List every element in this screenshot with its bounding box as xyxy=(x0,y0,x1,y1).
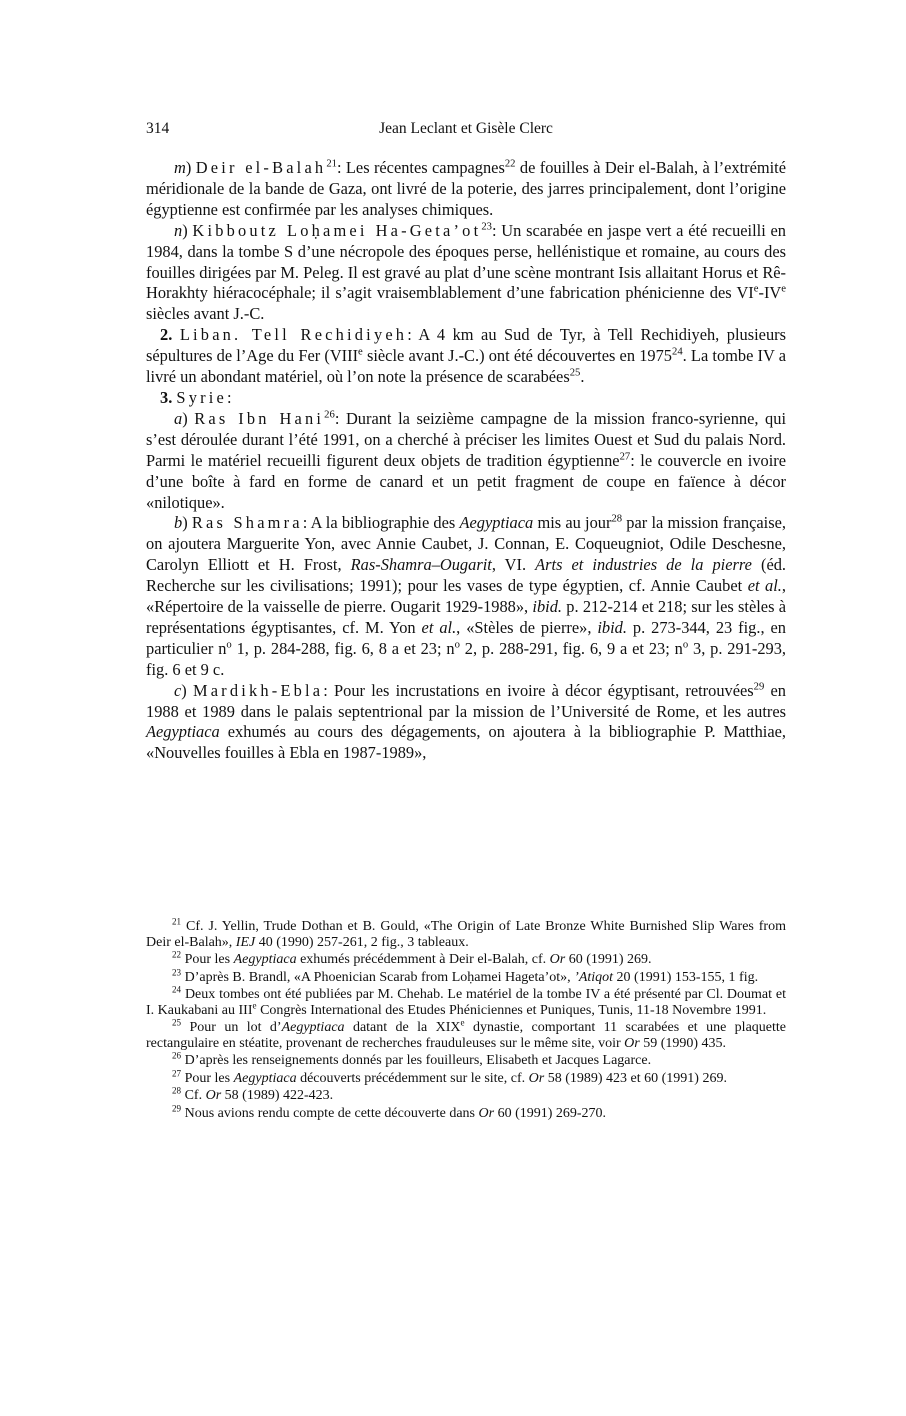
footnote-number: 27 xyxy=(172,1067,182,1078)
footnote-25 xyxy=(146,1017,786,1051)
footnote-number: 29 xyxy=(172,1102,182,1113)
footnote-text: Nous avions rendu compte de cette découverte dans Or 60 (1991) 269-270. xyxy=(181,1105,607,1121)
footnote-23 xyxy=(146,966,786,986)
footnote-27 xyxy=(146,1067,786,1087)
para-2-liban: 2. Liban. Tell Rechidiyeh: A 4 km au Sud de Tyr, à Tell Rechidiyeh, plusieurs sépultures de l’Age du Fer (VIIIe siècle avant J.-C.) ont été découvertes en 1975$^{24}$. La tombe IV a livré un abondant matériel, où l’on note la présence de scarabées$^{25}$. xyxy=(146,325,786,387)
page-header xyxy=(146,120,786,142)
footnote-number: 26 xyxy=(172,1050,182,1061)
footnote-21 xyxy=(146,916,786,950)
para-a-ras-ibn-hani: a) Ras Ibn Hani$^{26}$: Durant la seizième campagne de la mission franco-syrienne, qui s’est déroulée durant l’été 1991, on a cherché à préciser les limites Ouest et Sud du palais Nord. Parmi le matériel recueilli figurent deux objets de tradition égyptienne$^{27}$: le couvercle en ivoire d’une boîte à fard en forme de canard et un petit fragment de coupe en faïence à décor «nilotique». xyxy=(146,408,786,512)
footnote-24 xyxy=(146,984,786,1018)
footnote-text: Pour les Aegyptiaca exhumés précédemment à Deir el-Balah, cf. Or 60 (1991) 269. xyxy=(181,952,652,967)
main-text xyxy=(146,158,786,764)
footnote-text: Cf. Or 58 (1989) 422-423. xyxy=(181,1088,334,1103)
running-head: Jean Leclant et Gisèle Clerc xyxy=(379,120,553,137)
footnote-number: 21 xyxy=(172,916,182,927)
para-m-deir-el-balah: m) Deir el-Balah$^{21}$: Les récentes campagnes$^{22}$ de fouilles à Deir el-Balah, à l’extrémité méridionale de la bande de Gaza, ont livré de la poterie, des jarres principalement, dont l’origine égyptienne est confirmée par les analyses chimiques. xyxy=(146,158,786,219)
para-b-ras-shamra: b) Ras Shamra: A la bibliographie des Aegyptiaca mis au jour$^{28}$ par la mission française, on ajoutera Marguerite Yon, avec Annie Caubet, J. Connan, E. Coqueugniot, Odile Deschesne, Carolyn Elliott et H. Frost, Ras-Shamra–Ougarit, VI. Arts et industries de la pierre (éd. Recherche sur les civilisations; 1991); pour les vases de type égyptien, cf. Annie Caubet et al., «Répertoire de la vaisselle de pierre. Ougarit 1929-1988», ibid. p. 212-214 et 218; sur les stèles à représentations égyptisantes, cf. M. Yon et al., «Stèles de pierre», ibid. p. 273-344, 23 fig., en particulier $n^o$ 1, p. 284-288, fig. 6, 8 a et 23; $n^o$ 2, p. 288-291, fig. 6, 9 a et 23; $n^o$ 3, p. 291-293, fig. 6 et 9 c. xyxy=(146,513,787,679)
footnote-text: Cf. J. Yellin, Trude Dothan et B. Gould, «The Origin of Late Bronze White Burnished Slip Wares from Deir el-Balah», IEJ 40 (1990) 257-261, 2 fig., 3 tableaux. xyxy=(146,919,786,950)
footnote-26 xyxy=(146,1050,786,1069)
page-number: 314 xyxy=(146,120,170,137)
footnote-text: Pour un lot d’Aegyptiaca datant de la XIXe dynastie, comportant 11 scarabées et une plaquette rectangulaire en stéatite, provenant de recherches frauduleuses sur le même site, voir Or 59 (1990) 435. xyxy=(146,1017,786,1051)
footnote-29 xyxy=(146,1102,786,1122)
para-n-kibboutz: n) Kibboutz Loḥamei $Ha-Geta’ot^{23}$: Un scarabée en jaspe vert a été recueilli en 1984, dans la tombe S d’une nécropole des époques perse, hellénistique et romaine, au cours des fouilles dirigées par M. Peleg. Il est gravé au plat d’une scène montrant Isis allaitant Horus et Rê-Horakhty hiéracocéphale; il s’agit vraisemblablement d’une fabrication phénicienne des VIe-IVe siècles avant J.-C. xyxy=(146,220,786,324)
footnote-text: D’après les renseignements donnés par les fouilleurs, Elisabeth et Jacques Lagarce. xyxy=(181,1053,652,1068)
footnote-number: 22 xyxy=(172,949,182,960)
para-3-syrie: 3. Syrie: xyxy=(160,387,232,407)
footnote-22 xyxy=(146,949,786,968)
footnote-number: 24 xyxy=(172,984,182,995)
footnote-number: 25 xyxy=(172,1017,182,1028)
footnotes xyxy=(146,916,786,1123)
footnote-text: Deux tombes ont été publiées par M. Chehab. Le matériel de la tombe IV a été présenté par Cl. Doumat et I. Kaukabani au IIIe Congrès International des Etudes Phéniciennes et Puniques, Tunis, 11-18 Novembre 1991. xyxy=(146,987,786,1018)
footnote-28 xyxy=(146,1085,786,1104)
footnote-number: 28 xyxy=(172,1085,182,1096)
para-c-mardikh-ebla: c) Mardikh-Ebla: Pour les incrustations en ivoire à décor égyptisant, retrouvées$^{29}$ en 1988 et 1989 dans le palais septentrional par la mission de l’Université de Rome, et les autres Aegyptiaca exhumés au cours des dégagements, on ajoutera à la bibliographie P. Matthiae, «Nouvelles fouilles à Ebla en 1987-1989», xyxy=(146,680,786,763)
footnote-text: D’après B. Brandl, «A Phoenician Scarab from Loḥamei Hageta’ot», ’Atiqot 20 (1991) 153-155, 1 fig. xyxy=(181,969,759,985)
footnote-text: Pour les Aegyptiaca découverts précédemment sur le site, cf. Or 58 (1989) 423 et 60 (1991) 269. xyxy=(181,1070,727,1086)
footnote-number: 23 xyxy=(172,966,182,977)
